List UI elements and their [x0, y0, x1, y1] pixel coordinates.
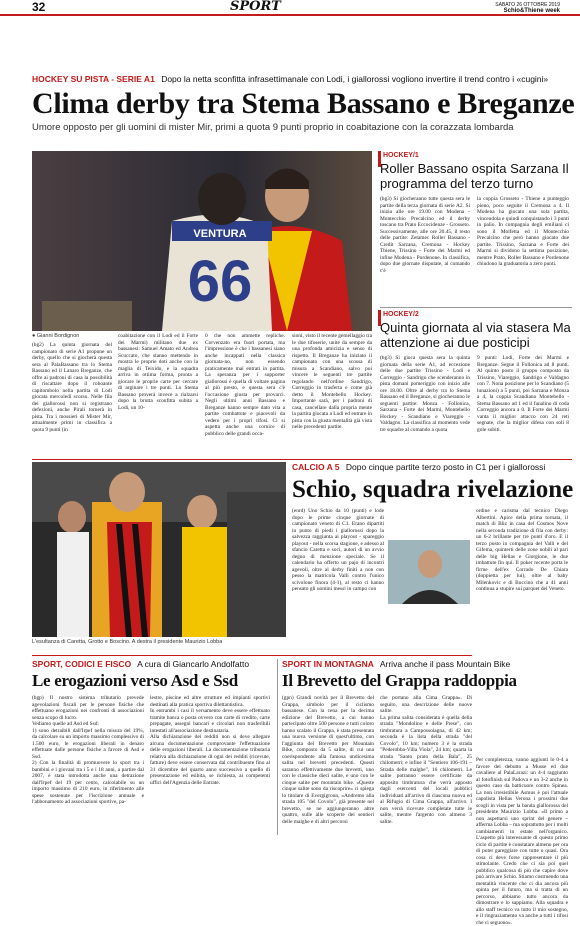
lead-body-col-4: sioni, visto il recente gemellaggio tra le due tifoserie, unite da sempre da una profonda amicizia e senso di rispetto. Il Breganze ha iniziato il campionato con una scossa di misura a Scandiano, salvo poi vincere le seguenti tre partite regolando nell'ordine Sandrigo, Correggio in trasferta e come già detto il Montebello Hockey. Importante sarà, per i padroni di casa, cancellare dalla propria mente la partita giocata a Lodi ed entrare in pista con la giusta mentalità già vista nelle precedenti partite.	[292, 333, 372, 430]
sidebar-1-kicker: HOCKEY/1	[383, 152, 419, 159]
section-divider-calcio	[32, 459, 572, 460]
publication-name: Schio&Thiene week	[503, 8, 560, 14]
montagna-body-col-2	[380, 695, 472, 835]
calcio-photo-caption: L'esultanza di Caretta, Grotto e Boscino. A destra il presidente Maurizio Lobba	[32, 639, 223, 645]
montagna-kicker-tag: SPORT IN MONTAGNA	[282, 659, 374, 669]
codici-para-5: lestre, piscine ed altre strutture ed impianti sportivi destinati alla pratica sportiva dilettantistica.	[150, 695, 270, 708]
codici-kicker-text: A cura di Giancarlo Andolfatto	[137, 659, 250, 669]
calcio-body-col-3: ordine e carisma dal tecnico Diego Albertini. Apice della prima tornata, il match di Bliz in casa del Cosmos Nove nella seconda tradizione di fila con derby: un 6-2 brillante per tre punti d'oro. E il terzo posto in compagnia del Valli e del Gifema, quinterti delle zone nobili al pari delle big Hellas e Giorgione, le due imbattute fin qui. Il poker recente porta le firme dell'ex Corrado De Chiara (doppietta per lui), oltre al baby Milenkovic e di Buccino che a 41 anni continua a stupire sui parquet del Veneto.	[476, 508, 568, 592]
lead-body-col-3: 0 che non ammette repliche. Corvenzato era fuori portata, ma l'impressione è che i bassanesi siano anche incappati nella classica giornata-no, non essendo praticamente mai entrati in partita. La speranza per i supporter giallorossi è quella di voltare pagina al più presto, e questa sera c'è l'occasione giusta per provarci. Negli ultimi anni Bassano e Breganze hanno sempre dato vita a partite combattute e piacevoli da vedere per i propri tifosi. Ci si aspetta anche una cornice di pubblico delle grandi occa-	[205, 333, 285, 437]
section-divider-low	[32, 655, 472, 656]
codici-para-3: 1) sono detraibili dall'Irpef nella misura del 19%, da calcolare su un importo massimo complessivo di 1.500 euro, le erogazioni liberali in denaro effettuate dalle persone fisiche a favore di Asd e Ssd.	[32, 727, 144, 760]
sidebar-divider	[380, 307, 572, 308]
montagna-body-col-1: (gpn) Grandi novità per il Brevetto del Grappa, simbolo per il ciclismo bassanese. Con la cena per la decima edizione del Brevetto, a cui hanno partecipato oltre 500 persone e tutti coloro hanno scalato il Grappa, è stata presentata una nuova versione di quest'ultimo, con l'aggiunta del Brevetto per Mountain Bike, composto da 5 salite, di cui una coerispondente alla famosa undicesima salita nel brevetti precedenti. Questi saranno effettivamente due brevetti, uno con le classiche dieci salite, e uno con le cinque salite per mountain bike. «Queste cinque salite sono da riscoprire» ci spiega lo titolare di Evergigroun, «Andremo alla strada 105 "del Covolo", già presente nel brevetto, se ne aggiungeranno altre quattro, sulle alle scoperte dei sentieri delle malghe e di altri percorsi	[282, 695, 374, 825]
lead-deck: Umore opposto per gli uomini di mister Mir, primi a quota 9 punti proprio in coabitazione con la corazzata lombarda	[32, 122, 514, 133]
date-line: SABATO 26 OTTOBRE 2019	[495, 2, 560, 8]
montagna-para-2: che portano alla Cima Grappa». Di seguito, una descrizione delle nuove salite.	[380, 695, 472, 714]
page-number: 32	[32, 0, 46, 14]
date-publication	[410, 2, 580, 14]
jersey-number: 66	[187, 249, 253, 314]
president-photo	[388, 540, 470, 604]
calcio-kicker-text: Dopo cinque partite terzo posto in C1 per i giallorossi	[345, 462, 546, 472]
jersey-name: VENTURA	[193, 228, 247, 240]
lead-photo-credit	[32, 333, 79, 340]
sidebar-2-kicker: HOCKEY/2	[383, 311, 419, 318]
lead-kicker	[32, 74, 572, 85]
calcio-photo	[32, 462, 286, 637]
codici-body-col-2	[150, 695, 270, 835]
codici-para-6: In entrambi i casi il versamento deve essere effettuato tramite banca o posta ovvero con carte di credito, carte prepagate, assegni bancari e circolari non trasferibili intestati all'associazione destinataria.	[150, 708, 270, 734]
codici-kicker-tag: SPORT, CODICI E FISCO	[32, 659, 132, 669]
montagna-title: Il Brevetto del Grappa raddoppia	[282, 671, 517, 690]
calcio-body-col-3-cont: Per completezza, vanno aggiunti lo 0-4 a favore del debutto a Musse ed due cavaliere al PalaLarazi: un 4-4 raggiunto al fotofinish sul Padova e un 3-2 anche in questo caso da batticuore contro Spinea. La non irresistibile Asmus è poi l'attuale capolista Hellas Verona i prossimi due scogli in vista per la banda giallorossa del presidente Maurizio Lobba. «Il primo a non aspettarsi uno sprint del genere – afferma Lobba – ma soprattutto per i molti cambiamenti in estate nell'organico. L'aspetto più interessante di questo primo ciclo di partite è constatare almeno per ora di poter gareggiare con tutte o quasi. Ora cosa ci deve forse rappresentare il più stimolante. Credo che ci sia poi quel pubblico qualcosa di più che capire dove può arrivare Schio. Stiamo costruendo una mentalità vincente che ci dia ancora più spinta per il futuro, ma si tratta di un percorso, abbiamo tutto ancora da dimostrare e lo sappiamo. Alla squadra e allo staff tecnico va tutto il mio sostegno, e il ringraziamento va anche a tutti i tifosi che ci seguono».	[476, 757, 568, 926]
calcio-body-col-1: (enrd) Uno Schio da 10 (punti) e lode dopo le prime cinque giornate di campionato veneto di C1. Erano dipartiti in punto di piedi i giallorossi dopo la salvezza raggiunta ai playout - spareggio playout - nella scorsa stagione, e adesso al sfancio Caretta e soci, autori di un avvio degno di menzione speciale. Se il calendario ha offerto un pajo di incontri agevoli, oltre al derby finiti a non con pesso la matricola Valli contro l'unico scivolone finora (4-1), al resto ci hanno pensato gli uomini messi in campo con	[292, 508, 384, 592]
column-divider	[277, 659, 278, 835]
sidebar-2-body-col-1: (bg3) Si gioca questa sera la quinta giornata della serie A1, ad eccezione delle due partite Trissino - Lodi e Correggio - Sandrigo che scenderanno in pista domani pomeriggio con inizio alle ore 18.00. Oltre al derby tra lo Stema Bassano ed il Breganze, si giocheranno le seguenti partite: Monza - Follonica, Sarzana - Forte dei Marmi, Montebello Hockey - Scandiano e Viareggio - Valdagno. La classifica al momento vede tre squadre al comando a quota	[380, 355, 470, 433]
sidebar-2-body-col-2: 9 punti: Lodi, Forte dei Marmi e Breganze. Segue il Follonica ad 8 punti. Al quinto posto il gruppo composto da Trissino, Viareggio, Sandrigo e Valdagno con 7. Nona posizione per lo Scandiano (5 lunazioni) a 5 punti, poi Sarzana e Monza a 4, la coppia Scandiano Montebello - Stema Bassano ad 1 ed il fanalino di coda Correggio ancora a 0. Il Forte dei Marmi vanta il miglior attacco con 24 reti segnate, che la miglior difesa con soli 8 gole subiti.	[477, 355, 569, 433]
sidebar-1-body-col-2: la coppia Grosseto - Thiene a punteggio pieno, poco seguite il Cremona a 4. Il Modena ha giocato una sola partita, vincendola e quindi conquistando i 3 punti in palio. In compagnia degli emiliani ci sono il Molfetta ed il Montecchio Precalcino che però hanno giocato due partite. Trissino, Sarzana e Forte dei Marmi si dividono la settima posizione, mentre Prato, Roller Bassano e Pordenone chiudono la graduatoria a zero punti.	[477, 196, 569, 267]
lead-photo	[32, 151, 372, 331]
montagna-kicker-text: Arriva anche il pass Mountain Bike	[379, 659, 511, 669]
sidebar-2-title: Quinta giornata al via stasera Ma attenzione ai due posticipi	[380, 320, 571, 350]
montagna-para-3: La prima salita considerata è quella della strada "Mondolino e delle Prese", con timbratura a Campossolagna, di 42 km; seconda è la lista della strada "del Covolo", 10 km; numero 3 è la strada "Pederobba-Villa Viola", 24 km; quarta la strada "Santo prato della Bala", 25 chilometri; e infine il "Sentiero 106-191 – Strada delle malghe", 16 chilometri. Le salite potranno essere certificate da apposito timbratura che verrà apposto dagli esercenti del locali pubblici individuati all'arrivo di ciascuna nuova ed al Rifugio di Cima Grappa, all'arrivo. I non verrà ricevute completate tutte le salite, mentre l'argento con almeno 3 salite.	[380, 714, 472, 825]
montagna-kicker	[282, 659, 511, 670]
calcio-kicker-tag: CALCIO A 5	[292, 462, 340, 472]
codici-para-7: Alla dichiarazione dei redditi non si deve allegare alcuna documentazione comprovante l'effettuazione delle erogazioni liberali. La documentazione tributaria relativa alla dichiarazione di ogni dei redditi (ricevute, fatture) deve essere conservata dal contribuente fino al 31 dicembre del quarto anno successivo a quello di presentazione ed esibita, se richiesta, ai competenti uffici dell'Agenzia delle Entrate.	[150, 734, 270, 786]
lead-body-col-1: (bg2) La quinta giornata del campionato di serie A1 propone un derby, quello che si giocherà questa sera al PalaBassano tra lo Stema Bassano ed il Lanaro Breganze, che offre ai padroni di casa la possibilità di riscattare dopo il roboante capitombolo nella partita di Lodi giocata mercoledì scorso. Nelle fila dei giallorossi non si registrano defezioni, anche Pirali tornerà in pista. Tra i mossieri di Mister Mir, attualmente primi in classifica a quota 9 punti (in	[32, 342, 112, 433]
page-header	[0, 0, 580, 16]
photo-credit-text: Gianni Bordignon	[36, 333, 80, 339]
calcio-kicker	[292, 462, 572, 473]
sidebar-1-body-col-1: (bg3) Si giocheranno tutte questa sera le partite della terza giornata di serie A2. Si inizia alle ore 19.00 con Modena - Montecchio Precalcino ed il derby toscano tra Prato Eccocidenze - Grosseto. Successivamente, alle ore 20.45, il resto delle partite: Zetamec Roller Bassano - Credit Sarzana, Cremona - Hockey Thiene, Trissino - Forte dei Marmi ed infine Modena - Pordenone. In classifica, dopo due giornate disputate, al comando c'è	[380, 196, 470, 274]
codici-title: Le erogazioni verso Asd e Ssd	[32, 671, 238, 690]
codici-body-col-1	[32, 695, 144, 835]
codici-para-4: 2) Con la finalità di promuovere lo sport tra i bambini e i giovani tra i 5 e i 18 anni, a partire dal 2007, è stata introdotta anche una detrazione dall'Irpef del 19 per cento, calcolabile su un importo massimo di 210 euro, in riferimento alle spese sostenute per l'iscrizione annuale e l'abbonamento ad associazioni sportive, pa-	[32, 760, 144, 805]
codici-para-1: (bgp) Il nostro sistema tributario prevede agevolazioni fiscali per le persone fisiche che effettuano erogazioni nei confronti di associazioni senza scopo di lucro.	[32, 695, 144, 721]
lead-kicker-tag: HOCKEY SU PISTA - SERIE A1	[32, 74, 155, 84]
section-title: SPORT	[230, 0, 281, 14]
codici-kicker	[32, 659, 272, 670]
sidebar-1-title: Roller Bassano ospita Sarzana Il programma del terzo turno	[380, 161, 569, 191]
lead-title: Clima derby tra Stema Bassano e Breganze	[32, 87, 575, 120]
codici-para-2: Vediamo quelle ad Asd ed Ssd:	[32, 721, 99, 727]
lead-kicker-text: Dopo la netta sconfitta infrasettimanale con Lodi, i giallorossi vogliono invertire il trend contro i «cugini»	[161, 74, 549, 84]
lead-body-col-2: coabitazione con il Lodi ed il Forte dei Marmi) militano due ex bassanesi: Samuel Amato ed Andrea Scuccato, che stanno mettendo in mostra le proprie doti anche con la maglia di Teixido, e la squadra arriva in ottima forma, pronta a giocare le proprie carte per cercare di arginare i tre punti. Lo Stema Bassano proverà invece a rialzarsi dopo la brutta sconfitta subita a Lodi, un 10-	[118, 333, 198, 411]
camera-icon: ●	[32, 333, 36, 339]
calcio-title: Schio, squadra rivelazione	[292, 476, 574, 503]
